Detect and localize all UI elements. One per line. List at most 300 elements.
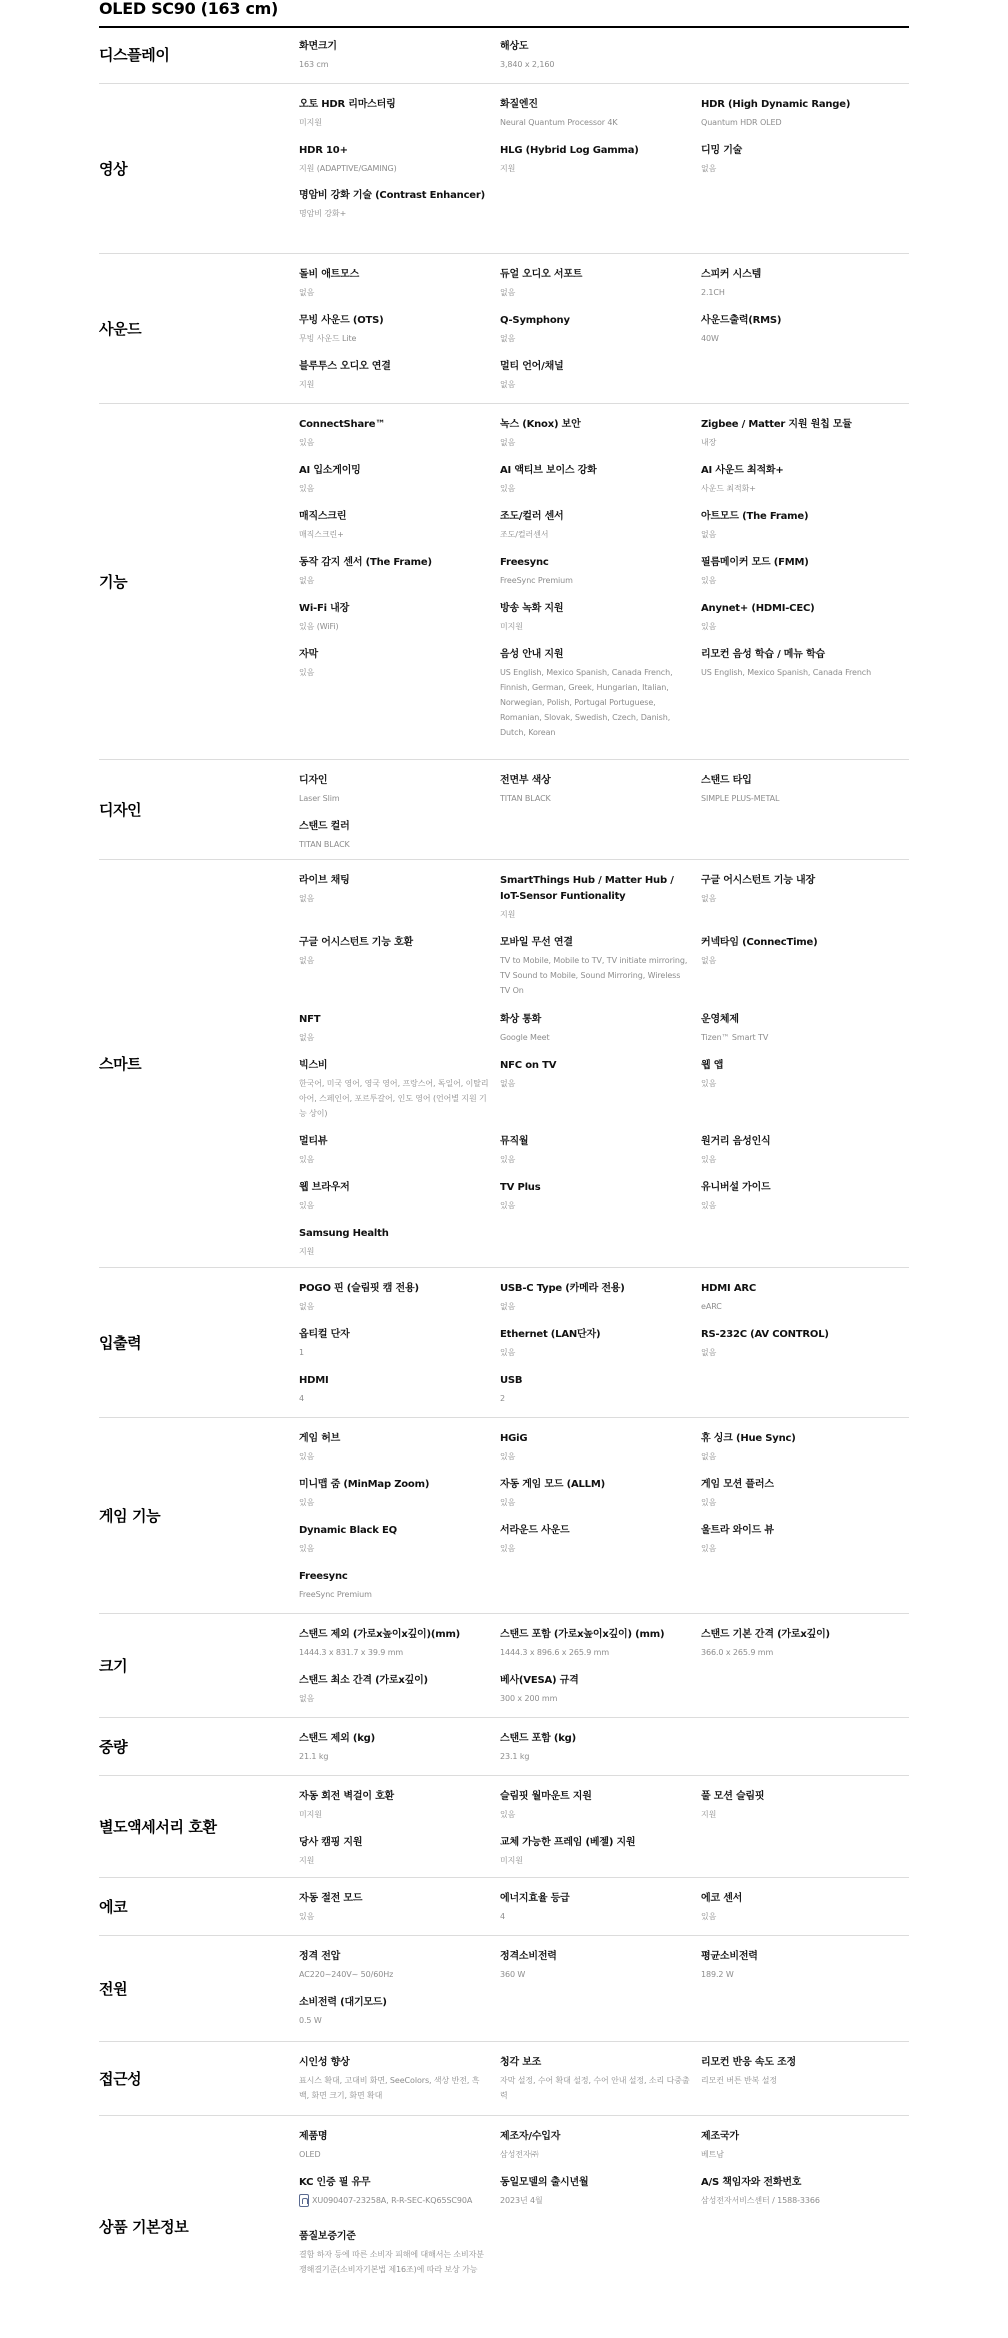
- spec-value: 지원: [701, 1810, 717, 1819]
- spec-label: TV Plus: [500, 1182, 541, 1193]
- section-title: 전원: [99, 1979, 128, 1998]
- spec-item: [299, 647, 489, 680]
- spec-section: [99, 1878, 909, 1936]
- spec-label: 제조자/수입자: [500, 2131, 561, 2142]
- spec-label: 소비전력 (대기모드): [299, 1997, 387, 2008]
- spec-item: [299, 1134, 489, 1167]
- spec-value: 결함 하자 등에 따른 소비자 피해에 대해서는 소비자분쟁해결기준(소비자기본법 제16조)에 따라 보상 가능: [299, 2250, 484, 2274]
- spec-value: 있음: [299, 1912, 315, 1921]
- spec-item: [701, 1891, 891, 1924]
- spec-item: [299, 2175, 489, 2208]
- spec-value: 있음: [299, 668, 315, 677]
- spec-item: [701, 1281, 891, 1314]
- spec-item: [500, 1523, 690, 1556]
- spec-item: [701, 267, 891, 300]
- spec-item: [701, 647, 891, 680]
- spec-item: [701, 509, 891, 542]
- spec-item: [701, 873, 891, 906]
- spec-item: [500, 1891, 690, 1924]
- spec-label: 유니버설 가이드: [701, 1182, 771, 1193]
- spec-value: 한국어, 미국 영어, 영국 영어, 프랑스어, 독일어, 이탈리아어, 스페인어, 포르투갈어, 인도 영어 (언어별 지원 기능 상이): [299, 1079, 489, 1118]
- section-title: 에코: [99, 1897, 128, 1916]
- spec-value: 없음: [500, 380, 516, 389]
- spec-value: 없음: [500, 1079, 516, 1088]
- spec-label: 라이브 채팅: [299, 875, 350, 886]
- spec-value: 없음: [299, 894, 315, 903]
- spec-value: 없음: [500, 288, 516, 297]
- spec-value: 없음: [500, 1302, 516, 1311]
- spec-label: 서라운드 사운드: [500, 1525, 570, 1536]
- spec-label: 빅스비: [299, 1060, 328, 1071]
- spec-section: [99, 404, 909, 760]
- spec-value: 있음: [500, 1810, 516, 1819]
- spec-item: [701, 1949, 891, 1982]
- spec-item: [299, 39, 489, 72]
- spec-label: 명암비 강화 기술 (Contrast Enhancer): [299, 190, 485, 201]
- spec-value: eARC: [701, 1302, 722, 1311]
- spec-label: 자동 절전 모드: [299, 1893, 363, 1904]
- spec-value: 있음: [701, 1201, 717, 1210]
- spec-label: Anynet+ (HDMI-CEC): [701, 603, 815, 614]
- spec-section: [99, 26, 909, 84]
- spec-item: [500, 509, 690, 542]
- spec-item: [299, 1627, 489, 1660]
- spec-item: [701, 97, 891, 130]
- spec-item: [500, 1373, 690, 1406]
- spec-item: [701, 1058, 891, 1091]
- spec-label: RS-232C (AV CONTROL): [701, 1329, 829, 1340]
- spec-label: Q-Symphony: [500, 315, 570, 326]
- spec-item: [701, 143, 891, 176]
- spec-value: 있음: [299, 1452, 315, 1461]
- spec-value: 300 x 200 mm: [500, 1694, 558, 1703]
- spec-item: [701, 1627, 891, 1660]
- spec-value: TITAN BLACK: [299, 840, 350, 849]
- spec-label: 스탠드 포함 (kg): [500, 1733, 577, 1744]
- spec-value: 있음: [701, 1544, 717, 1553]
- spec-value: 163 cm: [299, 60, 329, 69]
- spec-label: 뮤직월: [500, 1136, 529, 1147]
- spec-label: 화상 통화: [500, 1014, 542, 1025]
- spec-value: Tizen™ Smart TV: [701, 1033, 769, 1042]
- spec-value: 없음: [299, 956, 315, 965]
- spec-label: KC 인증 필 유무: [299, 2177, 371, 2188]
- spec-label: 스피커 시스템: [701, 269, 762, 280]
- spec-label: 자동 회전 벽걸이 호환: [299, 1791, 394, 1802]
- spec-value: FreeSync Premium: [500, 576, 573, 585]
- spec-section: [99, 1418, 909, 1614]
- spec-value: 360 W: [500, 1970, 526, 1979]
- spec-label: Freesync: [500, 557, 549, 568]
- spec-value: 있음: [701, 622, 717, 631]
- spec-section: [99, 1614, 909, 1718]
- spec-label: 구글 어시스턴트 기능 호환: [299, 937, 413, 948]
- spec-value: XU090407-23258A, R-R-SEC-KQ65SC90A: [312, 2196, 473, 2205]
- spec-item: [299, 935, 489, 968]
- spec-label: 해상도: [500, 41, 529, 52]
- spec-section: [99, 1936, 909, 2042]
- spec-item: [299, 2055, 489, 2103]
- spec-value: 2023년 4월: [500, 2196, 543, 2205]
- spec-value: 내장: [701, 438, 717, 447]
- spec-label: 리모컨 반응 속도 조정: [701, 2057, 796, 2068]
- spec-label: 당사 캠핑 지원: [299, 1837, 363, 1848]
- spec-label: 멀티 언어/채널: [500, 361, 564, 372]
- spec-section: [99, 1268, 909, 1418]
- spec-label: HDMI ARC: [701, 1283, 757, 1294]
- spec-label: 녹스 (Knox) 보안: [500, 419, 581, 430]
- spec-value: 없음: [299, 1694, 315, 1703]
- spec-item: [701, 1012, 891, 1045]
- spec-label: 무빙 사운드 (OTS): [299, 315, 384, 326]
- spec-section: [99, 860, 909, 1268]
- spec-value: 지원: [299, 1247, 315, 1256]
- spec-label: 동작 감지 센서 (The Frame): [299, 557, 432, 568]
- spec-value: 삼성전자서비스센터 / 1588-3366: [701, 2196, 820, 2205]
- spec-item: [500, 873, 690, 922]
- spec-section: [99, 1776, 909, 1878]
- spec-item: [299, 601, 489, 634]
- spec-label: 스탠드 기본 간격 (가로x깊이): [701, 1629, 830, 1640]
- spec-value: 1444.3 x 896.6 x 265.9 mm: [500, 1648, 610, 1657]
- spec-label: 게임 모션 플러스: [701, 1479, 774, 1490]
- spec-label: 방송 녹화 지원: [500, 603, 564, 614]
- spec-label: 제품명: [299, 2131, 328, 2142]
- spec-value: 매직스크린+: [299, 530, 344, 539]
- spec-value: 40W: [701, 334, 719, 343]
- spec-item: [500, 2055, 690, 2103]
- spec-item: [299, 1058, 489, 1121]
- spec-item: [500, 601, 690, 634]
- spec-item: [299, 1477, 489, 1510]
- spec-value: 없음: [701, 530, 717, 539]
- spec-section: [99, 254, 909, 404]
- spec-label: 원거리 음성인식: [701, 1136, 771, 1147]
- spec-label: AI 입소게이밍: [299, 465, 361, 476]
- spec-label: 자막: [299, 649, 318, 660]
- spec-item: [500, 1477, 690, 1510]
- spec-value: 조도/컬러센서: [500, 530, 549, 539]
- spec-item: [299, 1373, 489, 1406]
- spec-item: [500, 647, 690, 740]
- section-title: 사운드: [99, 319, 142, 338]
- spec-value: AC220~240V~ 50/60Hz: [299, 1970, 394, 1979]
- spec-item: [299, 873, 489, 906]
- spec-label: Zigbee / Matter 지원 원칩 모듈: [701, 419, 852, 430]
- spec-item: [500, 1012, 690, 1045]
- spec-value: 있음: [299, 1155, 315, 1164]
- spec-value: 무빙 사운드 Lite: [299, 334, 357, 343]
- spec-item: [299, 1012, 489, 1045]
- spec-item: [500, 1134, 690, 1167]
- section-title: 중량: [99, 1737, 128, 1756]
- product-title: OLED SC90 (163 cm): [99, 0, 909, 28]
- spec-value: 1444.3 x 831.7 x 39.9 mm: [299, 1648, 404, 1657]
- spec-label: 청각 보조: [500, 2057, 542, 2068]
- spec-value: 2.1CH: [701, 288, 725, 297]
- spec-label: HDR (High Dynamic Range): [701, 99, 851, 110]
- spec-item: [299, 555, 489, 588]
- spec-value: OLED: [299, 2150, 321, 2159]
- spec-label: 스탠드 제외 (가로x높이x깊이)(mm): [299, 1629, 461, 1640]
- spec-item: [500, 1627, 690, 1660]
- spec-label: AI 액티브 보이스 강화: [500, 465, 597, 476]
- spec-item: [500, 359, 690, 392]
- spec-value: 있음: [500, 1201, 516, 1210]
- spec-section: [99, 1718, 909, 1776]
- spec-value: 0.5 W: [299, 2016, 322, 2025]
- spec-item: [299, 313, 489, 346]
- spec-label: A/S 책임자와 전화번호: [701, 2177, 802, 2188]
- spec-item: [299, 1180, 489, 1213]
- spec-label: 평균소비전력: [701, 1951, 758, 1962]
- spec-value: 있음: [500, 1155, 516, 1164]
- spec-label: 음성 안내 지원: [500, 649, 564, 660]
- spec-item: [299, 773, 489, 806]
- spec-item: [299, 1835, 489, 1868]
- spec-item: [500, 1327, 690, 1360]
- spec-label: 스탠드 컬러: [299, 821, 350, 832]
- spec-item: [701, 773, 891, 806]
- spec-value: FreeSync Premium: [299, 1590, 372, 1599]
- spec-value: 없음: [701, 956, 717, 965]
- spec-value: 사운드 최적화+: [701, 484, 756, 493]
- spec-value: 2: [500, 1394, 505, 1403]
- spec-value: US English, Mexico Spanish, Canada French: [701, 668, 872, 677]
- spec-value: 지원: [500, 910, 516, 919]
- spec-item: [701, 1327, 891, 1360]
- spec-label: 화질엔진: [500, 99, 538, 110]
- spec-value: 23.1 kg: [500, 1752, 530, 1761]
- spec-value: 없음: [299, 1302, 315, 1311]
- spec-label: 멀티뷰: [299, 1136, 328, 1147]
- spec-label: 디밍 기술: [701, 145, 743, 156]
- spec-item: [701, 463, 891, 496]
- spec-item: [500, 1431, 690, 1464]
- spec-item: [299, 1569, 489, 1602]
- spec-value: 없음: [701, 1452, 717, 1461]
- spec-item: [500, 2129, 690, 2162]
- spec-item: [299, 417, 489, 450]
- spec-value: 있음: [500, 484, 516, 493]
- spec-value: 4: [299, 1394, 304, 1403]
- spec-value: 베트남: [701, 2150, 724, 2159]
- spec-value: 없음: [701, 894, 717, 903]
- spec-item: [299, 188, 489, 221]
- spec-item: [500, 1835, 690, 1868]
- spec-item: [701, 1180, 891, 1213]
- spec-item: [299, 359, 489, 392]
- spec-label: 에코 센서: [701, 1893, 743, 1904]
- spec-item: [500, 935, 690, 998]
- spec-item: [299, 1731, 489, 1764]
- spec-item: [701, 601, 891, 634]
- spec-item: [299, 509, 489, 542]
- spec-value: 189.2 W: [701, 1970, 734, 1979]
- spec-label: 동일모델의 출시년월: [500, 2177, 589, 2188]
- spec-label: 조도/컬러 센서: [500, 511, 564, 522]
- section-title: 디자인: [99, 800, 142, 819]
- spec-item: [299, 1226, 489, 1259]
- spec-item: [500, 143, 690, 176]
- spec-item: [299, 1431, 489, 1464]
- spec-label: 정격 전압: [299, 1951, 341, 1962]
- spec-label: 미니맵 줌 (MinMap Zoom): [299, 1479, 430, 1490]
- spec-label: HDR 10+: [299, 145, 348, 156]
- spec-label: 오토 HDR 리마스터링: [299, 99, 396, 110]
- spec-value: 지원: [500, 164, 516, 173]
- spec-label: 전면부 색상: [500, 775, 551, 786]
- spec-item: [299, 1281, 489, 1314]
- spec-value: 없음: [299, 288, 315, 297]
- spec-label: HLG (Hybrid Log Gamma): [500, 145, 639, 156]
- spec-value: 없음: [299, 1033, 315, 1042]
- spec-item: [701, 417, 891, 450]
- spec-label: 스탠드 포함 (가로x높이x깊이) (mm): [500, 1629, 665, 1640]
- spec-label: 풀 모션 슬림핏: [701, 1791, 765, 1802]
- spec-value: TITAN BLACK: [500, 794, 551, 803]
- spec-value: 삼성전자㈜: [500, 2150, 539, 2159]
- spec-label: 구글 어시스턴트 기능 내장: [701, 875, 815, 886]
- spec-label: 커넥타임 (ConnecTime): [701, 937, 818, 948]
- spec-value: 4: [500, 1912, 505, 1921]
- spec-value: 21.1 kg: [299, 1752, 329, 1761]
- spec-label: 사운드출력(RMS): [701, 315, 782, 326]
- spec-item: [299, 143, 489, 176]
- spec-item: [500, 1281, 690, 1314]
- spec-value: 있음: [500, 1544, 516, 1553]
- spec-item: [500, 555, 690, 588]
- section-title: 접근성: [99, 2069, 142, 2088]
- spec-item: [299, 1523, 489, 1556]
- spec-label: 스탠드 최소 간격 (가로x깊이): [299, 1675, 428, 1686]
- spec-item: [500, 97, 690, 130]
- spec-value: TV to Mobile, Mobile to TV, TV initiate mirroring, TV Sound to Mobile, Sound Mirroring, Wireless TV On: [500, 956, 688, 995]
- spec-label: 휴 싱크 (Hue Sync): [701, 1433, 796, 1444]
- spec-value: 3,840 x 2,160: [500, 60, 555, 69]
- spec-label: Freesync: [299, 1571, 348, 1582]
- spec-label: 스탠드 제외 (kg): [299, 1733, 376, 1744]
- spec-value: Quantum HDR OLED: [701, 118, 782, 127]
- spec-item: [299, 1673, 489, 1706]
- spec-label: 슬림핏 월마운트 지원: [500, 1791, 592, 1802]
- spec-item: [299, 1789, 489, 1822]
- spec-item: [701, 1431, 891, 1464]
- spec-value: 있음: [701, 1079, 717, 1088]
- spec-label: 돌비 애트모스: [299, 269, 360, 280]
- spec-item: [701, 1789, 891, 1822]
- spec-item: [701, 935, 891, 968]
- spec-value: 있음: [299, 484, 315, 493]
- spec-label: POGO 핀 (슬림핏 캠 전용): [299, 1283, 419, 1294]
- spec-item: [500, 2175, 690, 2208]
- spec-label: 웹 브라우저: [299, 1182, 350, 1193]
- section-title: 스마트: [99, 1054, 142, 1073]
- spec-label: 정격소비전력: [500, 1951, 557, 1962]
- spec-value: 366.0 x 265.9 mm: [701, 1648, 774, 1657]
- spec-label: 모바일 무선 연결: [500, 937, 573, 948]
- spec-item: [299, 819, 489, 852]
- section-title: 게임 기능: [99, 1506, 161, 1525]
- spec-value: 미지원: [500, 1856, 523, 1865]
- spec-value: 있음: [701, 1498, 717, 1507]
- spec-value: US English, Mexico Spanish, Canada French, Finnish, German, Greek, Hungarian, Italian, Norwegian, Polish, Portugal Portuguese, Romanian, Slovak, Swedish, Czech, Danish, Dutch, Korean: [500, 668, 673, 737]
- spec-label: 블루투스 오디오 연결: [299, 361, 391, 372]
- spec-value: 있음 (WiFi): [299, 622, 339, 631]
- spec-value: 미지원: [500, 622, 523, 631]
- spec-section: [99, 2116, 909, 2338]
- spec-item: [500, 1673, 690, 1706]
- spec-item: [701, 2175, 891, 2208]
- spec-item: [299, 1949, 489, 1982]
- spec-item: [500, 267, 690, 300]
- spec-label: 베사(VESA) 규격: [500, 1675, 579, 1686]
- spec-value: 있음: [500, 1348, 516, 1357]
- spec-label: 디자인: [299, 775, 328, 786]
- spec-label: 에너지효율 등급: [500, 1893, 570, 1904]
- spec-value: 있음: [500, 1498, 516, 1507]
- spec-section: [99, 2042, 909, 2116]
- spec-label: Ethernet (LAN단자): [500, 1329, 601, 1340]
- spec-item: [701, 313, 891, 346]
- spec-value: 없음: [299, 576, 315, 585]
- spec-label: 듀얼 오디오 서포트: [500, 269, 583, 280]
- spec-item: [500, 1058, 690, 1091]
- section-title: 입출력: [99, 1333, 142, 1352]
- spec-item: [701, 1523, 891, 1556]
- spec-item: [500, 1789, 690, 1822]
- spec-item: [500, 773, 690, 806]
- spec-label: 교체 가능한 프레임 (베젤) 지원: [500, 1837, 636, 1848]
- spec-label: HGiG: [500, 1433, 528, 1444]
- spec-label: AI 사운드 최적화+: [701, 465, 784, 476]
- spec-value: 없음: [500, 334, 516, 343]
- spec-label: 옵티컬 단자: [299, 1329, 350, 1340]
- spec-item: [500, 39, 690, 72]
- spec-item: [299, 1995, 489, 2028]
- spec-value: 있음: [500, 1452, 516, 1461]
- spec-value: 있음: [701, 1912, 717, 1921]
- spec-value: Google Meet: [500, 1033, 550, 1042]
- spec-label: SmartThings Hub / Matter Hub / IoT-Sensor Funtionality: [500, 875, 674, 902]
- spec-item: [299, 2129, 489, 2162]
- spec-label: 필름메이커 모드 (FMM): [701, 557, 809, 568]
- kc-cert-value: [299, 2193, 489, 2208]
- spec-label: 시인성 향상: [299, 2057, 350, 2068]
- spec-label: 품질보증기준: [299, 2231, 356, 2242]
- spec-label: 자동 게임 모드 (ALLM): [500, 1479, 605, 1490]
- spec-item: [500, 1731, 690, 1764]
- spec-value: Neural Quantum Processor 4K: [500, 118, 618, 127]
- spec-value: 자막 설정, 수어 확대 설정, 수어 안내 설정, 소리 다중출력: [500, 2076, 690, 2100]
- spec-value: 지원: [299, 1856, 315, 1865]
- spec-item: [299, 1327, 489, 1360]
- spec-value: 1: [299, 1348, 304, 1357]
- spec-label: NFC on TV: [500, 1060, 557, 1071]
- spec-label: 게임 허브: [299, 1433, 341, 1444]
- spec-value: SIMPLE PLUS-METAL: [701, 794, 780, 803]
- spec-value: 미지원: [299, 118, 322, 127]
- spec-label: Samsung Health: [299, 1228, 389, 1239]
- spec-item: [500, 417, 690, 450]
- spec-item: [701, 2129, 891, 2162]
- spec-label: 운영체제: [701, 1014, 739, 1025]
- spec-label: 울트라 와이드 뷰: [701, 1525, 774, 1536]
- spec-value: 있음: [701, 576, 717, 585]
- spec-label: USB-C Type (카메라 전용): [500, 1283, 625, 1294]
- kc-mark-icon: [299, 2194, 309, 2207]
- spec-item: [299, 97, 489, 130]
